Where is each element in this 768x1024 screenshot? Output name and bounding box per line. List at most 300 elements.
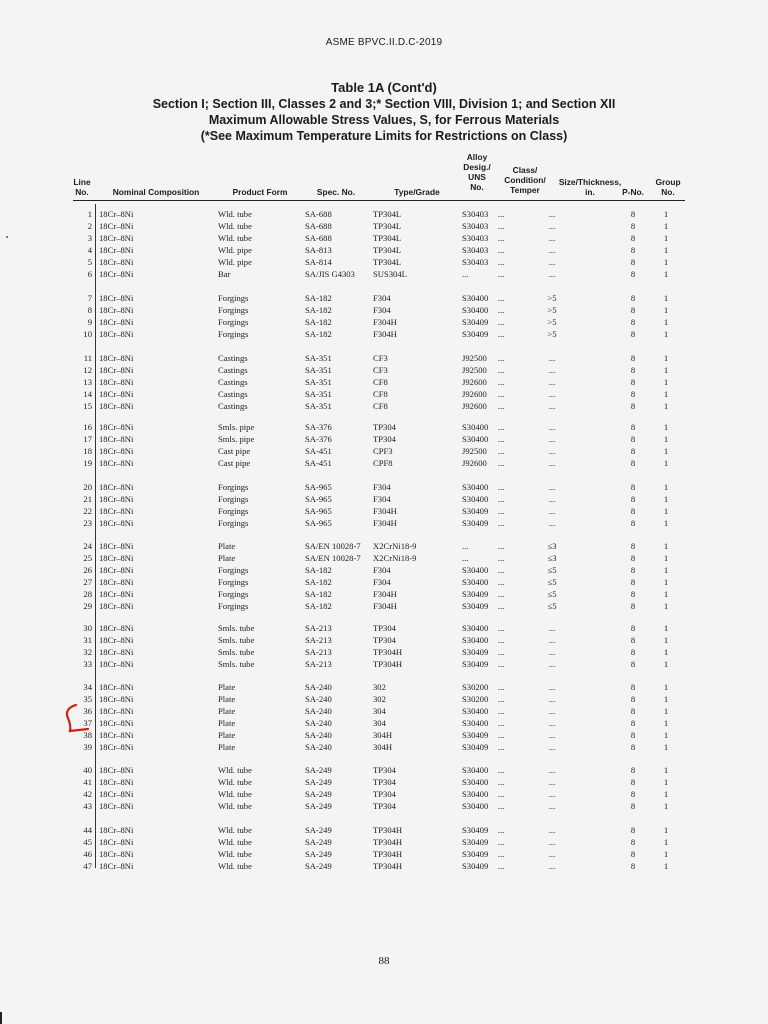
uns-cell: J92500 xyxy=(462,353,487,363)
line-number: 3 xyxy=(87,233,92,243)
type-grade-cell: 304 xyxy=(373,718,386,728)
col-head-line-no: Line No. xyxy=(73,177,91,197)
uns-cell: S30200 xyxy=(462,682,489,692)
running-head: ASME BPVC.II.D.C-2019 xyxy=(325,37,443,48)
spec-no-cell: SA-182 xyxy=(305,565,332,575)
composition-cell: 18Cr–8Ni xyxy=(99,305,134,315)
pno-cell: 8 xyxy=(630,837,636,847)
spec-no-cell: SA-213 xyxy=(305,635,332,645)
line-number: 42 xyxy=(83,789,92,799)
col-head-size: Size/Thickness, in. xyxy=(558,177,622,197)
product-form-cell: Bar xyxy=(218,269,231,279)
size-cell: ... xyxy=(548,482,556,492)
uns-cell: S30400 xyxy=(462,422,489,432)
class-cell: ... xyxy=(498,506,505,516)
product-form-cell: Plate xyxy=(218,730,236,740)
line-number: 16 xyxy=(83,422,92,432)
product-form-cell: Wld. tube xyxy=(218,789,252,799)
class-cell: ... xyxy=(498,221,505,231)
group-cell: 1 xyxy=(663,209,669,219)
line-number: 1 xyxy=(87,209,92,219)
class-cell: ... xyxy=(498,565,505,575)
table-row xyxy=(0,220,768,232)
type-grade-cell: 302 xyxy=(373,694,386,704)
line-number: 11 xyxy=(83,353,92,363)
line-number: 9 xyxy=(87,317,92,327)
type-grade-cell: F304 xyxy=(373,305,391,315)
uns-cell: S30400 xyxy=(462,635,489,645)
size-cell: ≤5 xyxy=(547,601,557,611)
size-cell: ... xyxy=(548,730,556,740)
type-grade-cell: TP304 xyxy=(373,422,396,432)
size-cell: ... xyxy=(548,458,556,468)
type-grade-cell: TP304H xyxy=(373,861,403,871)
table-row xyxy=(0,445,768,457)
line-number: 46 xyxy=(83,849,92,859)
pno-cell: 8 xyxy=(630,482,636,492)
table-row xyxy=(0,705,768,717)
pno-cell: 8 xyxy=(630,446,636,456)
type-grade-cell: TP304H xyxy=(373,849,403,859)
class-cell: ... xyxy=(498,861,505,871)
composition-cell: 18Cr–8Ni xyxy=(99,635,134,645)
composition-cell: 18Cr–8Ni xyxy=(99,861,134,871)
uns-cell: S30400 xyxy=(462,565,489,575)
pno-cell: 8 xyxy=(630,825,636,835)
table-row xyxy=(0,634,768,646)
size-cell: ... xyxy=(548,694,556,704)
type-grade-cell: F304 xyxy=(373,494,391,504)
table-row xyxy=(0,681,768,693)
spec-no-cell: SA-965 xyxy=(305,482,332,492)
table-row xyxy=(0,352,768,364)
size-cell: ... xyxy=(548,389,556,399)
table-row xyxy=(0,588,768,600)
spec-no-cell: SA-249 xyxy=(305,825,332,835)
product-form-cell: Forgings xyxy=(218,506,249,516)
pno-cell: 8 xyxy=(630,601,636,611)
product-form-cell: Wld. tube xyxy=(218,861,252,871)
product-form-cell: Cast pipe xyxy=(218,446,251,456)
line-number: 23 xyxy=(83,518,92,528)
type-grade-cell: X2CrNi18-9 xyxy=(373,541,417,551)
table-row xyxy=(0,232,768,244)
group-cell: 1 xyxy=(663,317,669,327)
line-number: 5 xyxy=(87,257,92,267)
product-form-cell: Plate xyxy=(218,706,236,716)
table-row xyxy=(0,517,768,529)
type-grade-cell: CPF8 xyxy=(373,458,393,468)
line-number: 28 xyxy=(83,589,92,599)
composition-cell: 18Cr–8Ni xyxy=(99,434,134,444)
line-number: 30 xyxy=(83,623,92,633)
composition-cell: 18Cr–8Ni xyxy=(99,245,134,255)
spec-no-cell: SA-814 xyxy=(305,257,332,267)
composition-cell: 18Cr–8Ni xyxy=(99,789,134,799)
table-subtitle-sections: Section I; Section III, Classes 2 and 3;* Section VIII, Division 1; and Section XII xyxy=(152,97,616,111)
spec-no-cell: SA-240 xyxy=(305,718,332,728)
class-cell: ... xyxy=(498,269,505,279)
pno-cell: 8 xyxy=(630,389,636,399)
product-form-cell: Wld. tube xyxy=(218,233,252,243)
spec-no-cell: SA-688 xyxy=(305,209,332,219)
type-grade-cell: F304H xyxy=(373,589,397,599)
group-cell: 1 xyxy=(663,577,669,587)
spec-no-cell: SA-240 xyxy=(305,682,332,692)
line-number: 45 xyxy=(83,837,92,847)
product-form-cell: Plate xyxy=(218,553,236,563)
group-cell: 1 xyxy=(663,446,669,456)
group-cell: 1 xyxy=(663,623,669,633)
size-cell: ... xyxy=(548,221,556,231)
group-cell: 1 xyxy=(663,518,669,528)
group-cell: 1 xyxy=(663,305,669,315)
product-form-cell: Smls. tube xyxy=(218,647,255,657)
composition-cell: 18Cr–8Ni xyxy=(99,647,134,657)
uns-cell: J92600 xyxy=(462,389,487,399)
table-row xyxy=(0,860,768,872)
type-grade-cell: F304H xyxy=(373,518,397,528)
class-cell: ... xyxy=(498,718,505,728)
uns-cell: S30409 xyxy=(462,601,489,611)
col-head-group: Group No. xyxy=(655,177,681,197)
type-grade-cell: TP304 xyxy=(373,623,396,633)
class-cell: ... xyxy=(498,730,505,740)
col-head-uns: Alloy Desig./ UNS No. xyxy=(463,152,491,192)
composition-cell: 18Cr–8Ni xyxy=(99,730,134,740)
product-form-cell: Plate xyxy=(218,718,236,728)
pno-cell: 8 xyxy=(630,293,636,303)
size-cell: >5 xyxy=(547,317,557,327)
type-grade-cell: TP304 xyxy=(373,801,396,811)
group-cell: 1 xyxy=(663,494,669,504)
group-cell: 1 xyxy=(663,589,669,599)
line-number: 4 xyxy=(87,245,92,255)
line-number: 43 xyxy=(83,801,92,811)
page-number: 88 xyxy=(378,955,390,967)
table-row xyxy=(0,600,768,612)
pno-cell: 8 xyxy=(630,730,636,740)
class-cell: ... xyxy=(498,494,505,504)
type-grade-cell: CF3 xyxy=(373,365,388,375)
group-cell: 1 xyxy=(663,506,669,516)
size-cell: ... xyxy=(548,849,556,859)
class-cell: ... xyxy=(498,825,505,835)
product-form-cell: Castings xyxy=(218,353,248,363)
composition-cell: 18Cr–8Ni xyxy=(99,565,134,575)
size-cell: ... xyxy=(548,647,556,657)
table-row xyxy=(0,364,768,376)
line-number: 2 xyxy=(87,221,92,231)
type-grade-cell: TP304H xyxy=(373,837,403,847)
composition-cell: 18Cr–8Ni xyxy=(99,458,134,468)
composition-cell: 18Cr–8Ni xyxy=(99,837,134,847)
product-form-cell: Forgings xyxy=(218,518,249,528)
line-number: 19 xyxy=(83,458,92,468)
product-form-cell: Wld. tube xyxy=(218,825,252,835)
line-number: 7 xyxy=(87,293,92,303)
group-cell: 1 xyxy=(663,565,669,575)
composition-cell: 18Cr–8Ni xyxy=(99,718,134,728)
class-cell: ... xyxy=(498,801,505,811)
uns-cell: S30409 xyxy=(462,518,489,528)
composition-cell: 18Cr–8Ni xyxy=(99,293,134,303)
spec-no-cell: SA-249 xyxy=(305,801,332,811)
composition-cell: 18Cr–8Ni xyxy=(99,659,134,669)
product-form-cell: Wld. tube xyxy=(218,777,252,787)
size-cell: ≤5 xyxy=(547,565,557,575)
uns-cell: S30409 xyxy=(462,329,489,339)
class-cell: ... xyxy=(498,553,505,563)
product-form-cell: Castings xyxy=(218,401,248,411)
red-bracket-annotation xyxy=(62,703,92,735)
table-row xyxy=(0,717,768,729)
product-form-cell: Cast pipe xyxy=(218,458,251,468)
product-form-cell: Wld. tube xyxy=(218,837,252,847)
pno-cell: 8 xyxy=(630,494,636,504)
pno-cell: 8 xyxy=(630,647,636,657)
spec-no-cell: SA-249 xyxy=(305,777,332,787)
spec-no-cell: SA-240 xyxy=(305,730,332,740)
spec-no-cell: SA-965 xyxy=(305,518,332,528)
spec-no-cell: SA-351 xyxy=(305,401,332,411)
uns-cell: S30400 xyxy=(462,577,489,587)
line-number: 13 xyxy=(83,377,92,387)
line-number: 15 xyxy=(83,401,92,411)
uns-cell: S30403 xyxy=(462,245,489,255)
group-cell: 1 xyxy=(663,801,669,811)
size-cell: ≤3 xyxy=(547,553,557,563)
uns-cell: S30403 xyxy=(462,209,489,219)
group-cell: 1 xyxy=(663,365,669,375)
spec-no-cell: SA-182 xyxy=(305,305,332,315)
table-row xyxy=(0,788,768,800)
line-number: 35 xyxy=(83,694,92,704)
size-cell: ≤5 xyxy=(547,577,557,587)
spec-no-cell: SA-213 xyxy=(305,647,332,657)
composition-cell: 18Cr–8Ni xyxy=(99,553,134,563)
spec-no-cell: SA-249 xyxy=(305,861,332,871)
group-cell: 1 xyxy=(663,434,669,444)
composition-cell: 18Cr–8Ni xyxy=(99,209,134,219)
line-number: 39 xyxy=(83,742,92,752)
group-cell: 1 xyxy=(663,221,669,231)
pno-cell: 8 xyxy=(630,329,636,339)
group-cell: 1 xyxy=(663,730,669,740)
size-cell: ... xyxy=(548,765,556,775)
class-cell: ... xyxy=(498,257,505,267)
uns-cell: J92600 xyxy=(462,377,487,387)
group-cell: 1 xyxy=(663,269,669,279)
group-cell: 1 xyxy=(663,353,669,363)
line-number: 25 xyxy=(83,553,92,563)
spec-no-cell: SA-240 xyxy=(305,742,332,752)
line-number: 37 xyxy=(83,718,92,728)
spec-no-cell: SA-376 xyxy=(305,434,332,444)
size-cell: ... xyxy=(548,233,556,243)
pno-cell: 8 xyxy=(630,849,636,859)
composition-cell: 18Cr–8Ni xyxy=(99,694,134,704)
size-cell: ... xyxy=(548,434,556,444)
composition-cell: 18Cr–8Ni xyxy=(99,506,134,516)
type-grade-cell: F304 xyxy=(373,577,391,587)
line-number: 38 xyxy=(83,730,92,740)
line-number: 47 xyxy=(83,861,92,871)
spec-no-cell: SA-376 xyxy=(305,422,332,432)
type-grade-cell: 302 xyxy=(373,682,386,692)
type-grade-cell: TP304 xyxy=(373,434,396,444)
line-number: 20 xyxy=(83,482,92,492)
table-row xyxy=(0,564,768,576)
table-row xyxy=(0,848,768,860)
group-cell: 1 xyxy=(663,789,669,799)
composition-cell: 18Cr–8Ni xyxy=(99,353,134,363)
table-row xyxy=(0,400,768,412)
spec-no-cell: SA-351 xyxy=(305,377,332,387)
spec-no-cell: SA-249 xyxy=(305,849,332,859)
group-cell: 1 xyxy=(663,329,669,339)
line-number: 22 xyxy=(83,506,92,516)
class-cell: ... xyxy=(498,682,505,692)
type-grade-cell: F304H xyxy=(373,506,397,516)
group-cell: 1 xyxy=(663,601,669,611)
product-form-cell: Wld. tube xyxy=(218,849,252,859)
product-form-cell: Castings xyxy=(218,377,248,387)
group-cell: 1 xyxy=(663,837,669,847)
type-grade-cell: TP304L xyxy=(373,233,402,243)
group-cell: 1 xyxy=(663,706,669,716)
composition-cell: 18Cr–8Ni xyxy=(99,706,134,716)
uns-cell: S30409 xyxy=(462,506,489,516)
pno-cell: 8 xyxy=(630,434,636,444)
line-number: 29 xyxy=(83,601,92,611)
uns-cell: J92500 xyxy=(462,365,487,375)
product-form-cell: Forgings xyxy=(218,494,249,504)
size-cell: ... xyxy=(548,518,556,528)
product-form-cell: Forgings xyxy=(218,305,249,315)
group-cell: 1 xyxy=(663,825,669,835)
size-cell: ... xyxy=(548,365,556,375)
type-grade-cell: F304 xyxy=(373,565,391,575)
class-cell: ... xyxy=(498,482,505,492)
class-cell: ... xyxy=(498,601,505,611)
type-grade-cell: TP304 xyxy=(373,789,396,799)
class-cell: ... xyxy=(498,694,505,704)
col-head-spec-no: Spec. No. xyxy=(316,187,356,197)
pno-cell: 8 xyxy=(630,861,636,871)
line-number: 26 xyxy=(83,565,92,575)
table-row xyxy=(0,646,768,658)
class-cell: ... xyxy=(498,401,505,411)
class-cell: ... xyxy=(498,305,505,315)
composition-cell: 18Cr–8Ni xyxy=(99,742,134,752)
composition-cell: 18Cr–8Ni xyxy=(99,329,134,339)
size-cell: ... xyxy=(548,742,556,752)
product-form-cell: Wld. tube xyxy=(218,765,252,775)
size-cell: ... xyxy=(548,682,556,692)
group-cell: 1 xyxy=(663,541,669,551)
composition-cell: 18Cr–8Ni xyxy=(99,317,134,327)
line-number: 40 xyxy=(83,765,92,775)
composition-cell: 18Cr–8Ni xyxy=(99,221,134,231)
size-cell: ... xyxy=(548,446,556,456)
table-row xyxy=(0,552,768,564)
size-cell: >5 xyxy=(547,329,557,339)
spec-no-cell: SA/JIS G4303 xyxy=(305,269,355,279)
product-form-cell: Plate xyxy=(218,694,236,704)
uns-cell: S30400 xyxy=(462,765,489,775)
table-row xyxy=(0,658,768,670)
composition-cell: 18Cr–8Ni xyxy=(99,577,134,587)
group-cell: 1 xyxy=(663,647,669,657)
uns-cell: S30409 xyxy=(462,849,489,859)
uns-cell: S30400 xyxy=(462,494,489,504)
spec-no-cell: SA-351 xyxy=(305,389,332,399)
table-row xyxy=(0,776,768,788)
type-grade-cell: TP304L xyxy=(373,245,402,255)
pno-cell: 8 xyxy=(630,589,636,599)
line-number: 32 xyxy=(83,647,92,657)
table-row xyxy=(0,421,768,433)
product-form-cell: Forgings xyxy=(218,482,249,492)
table-row xyxy=(0,576,768,588)
group-cell: 1 xyxy=(663,742,669,752)
uns-cell: S30409 xyxy=(462,589,489,599)
composition-cell: 18Cr–8Ni xyxy=(99,389,134,399)
table-row xyxy=(0,800,768,812)
uns-cell: S30400 xyxy=(462,801,489,811)
table-title-block xyxy=(0,80,768,144)
composition-cell: 18Cr–8Ni xyxy=(99,365,134,375)
type-grade-cell: CF8 xyxy=(373,377,388,387)
col-head-pno: P-No. xyxy=(622,187,644,197)
spec-no-cell: SA-182 xyxy=(305,293,332,303)
size-cell: ... xyxy=(548,789,556,799)
product-form-cell: Wld. pipe xyxy=(218,245,252,255)
line-number: 17 xyxy=(83,434,92,444)
pno-cell: 8 xyxy=(630,458,636,468)
pno-cell: 8 xyxy=(630,377,636,387)
class-cell: ... xyxy=(498,647,505,657)
uns-cell: S30403 xyxy=(462,221,489,231)
spec-no-cell: SA-249 xyxy=(305,837,332,847)
class-cell: ... xyxy=(498,293,505,303)
table-row xyxy=(0,836,768,848)
line-number: 14 xyxy=(83,389,92,399)
group-cell: 1 xyxy=(663,659,669,669)
product-form-cell: Wld. tube xyxy=(218,221,252,231)
group-cell: 1 xyxy=(663,377,669,387)
pno-cell: 8 xyxy=(630,801,636,811)
product-form-cell: Wld. tube xyxy=(218,209,252,219)
scan-edge-mark xyxy=(0,1012,2,1024)
pno-cell: 8 xyxy=(630,221,636,231)
uns-cell: S30409 xyxy=(462,825,489,835)
composition-cell: 18Cr–8Ni xyxy=(99,257,134,267)
product-form-cell: Forgings xyxy=(218,293,249,303)
spec-no-cell: SA-213 xyxy=(305,623,332,633)
composition-cell: 18Cr–8Ni xyxy=(99,825,134,835)
pno-cell: 8 xyxy=(630,635,636,645)
uns-cell: J92500 xyxy=(462,446,487,456)
uns-cell: S30400 xyxy=(462,789,489,799)
table-row xyxy=(0,693,768,705)
uns-cell: S30409 xyxy=(462,861,489,871)
table-subtitle-description: Maximum Allowable Stress Values, S, for Ferrous Materials xyxy=(208,113,560,127)
size-cell: ... xyxy=(548,825,556,835)
size-cell: ... xyxy=(548,257,556,267)
class-cell: ... xyxy=(498,577,505,587)
